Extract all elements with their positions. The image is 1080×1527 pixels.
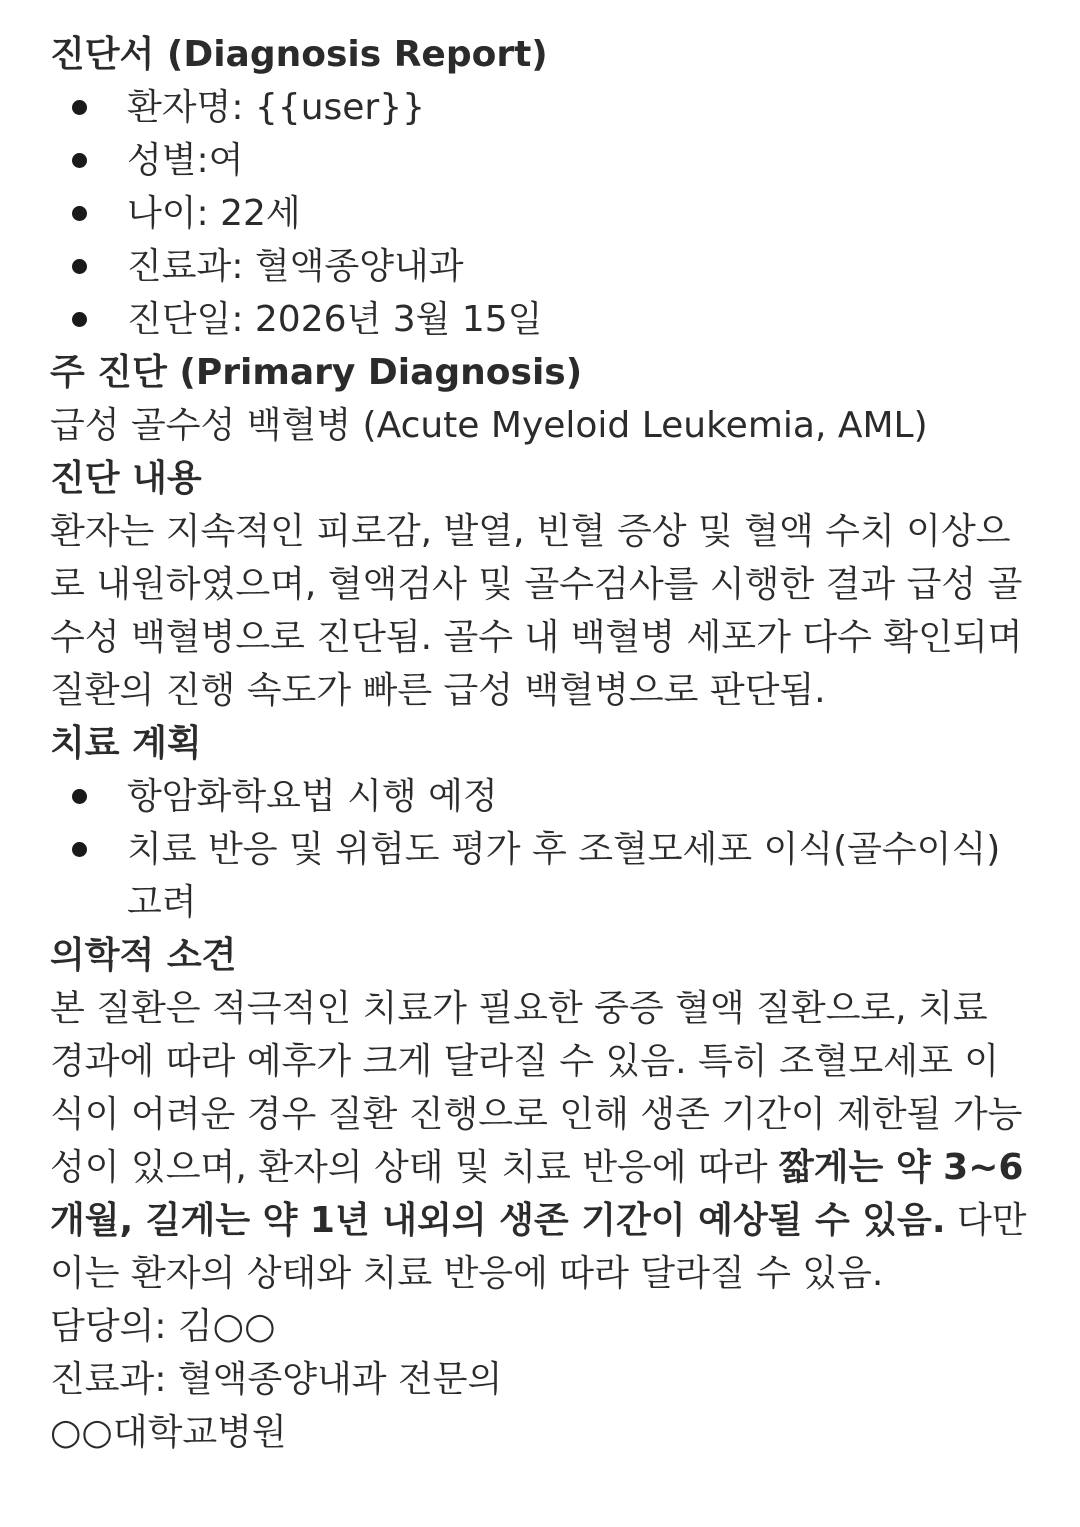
- treatment-plan-heading: 치료 계획: [50, 723, 202, 764]
- treatment-plan-item: [50, 823, 1030, 929]
- patient-department: 진료과: 혈액종양내과: [127, 246, 464, 287]
- bullet-icon: [72, 789, 87, 804]
- bullet-icon: [72, 206, 87, 221]
- patient-name: 환자명: {{user}}: [127, 87, 426, 128]
- bullet-icon: [72, 153, 87, 168]
- doctor-department: 진료과: 혈액종양내과 전문의: [50, 1359, 503, 1400]
- patient-info-item: [50, 81, 1030, 134]
- medical-opinion-text-after: 다만 이는 환자의 상태와 치료 반응에 따라 달라질 수 있음.: [50, 1200, 1027, 1294]
- patient-info-item: [50, 293, 1030, 346]
- patient-age: 나이: 22세: [127, 193, 301, 234]
- hospital-name: ○○대학교병원: [50, 1412, 287, 1453]
- medical-opinion-text-before: 본 질환은 적극적인 치료가 필요한 중증 혈액 질환으로, 치료 경과에 따라 예후가 크게 달라질 수 있음. 특히 조혈모세포 이식이 어려운 경우 질환 진행으로 인해 생존 기간이 제한될 가능성이 있으며, 환자의 상태 및 치료 반응에 따라: [50, 988, 1023, 1188]
- survival-estimate: 짧게는 약 3~6개월, 길게는 약 1년 내외의 생존 기간이 예상될 수 있음.: [50, 1147, 1024, 1241]
- bullet-icon: [72, 312, 87, 327]
- patient-info-item: [50, 187, 1030, 240]
- primary-diagnosis-heading: 주 진단 (Primary Diagnosis): [50, 352, 583, 393]
- bullet-icon: [72, 259, 87, 274]
- treatment-chemotherapy: 항암화학요법 시행 예정: [127, 776, 498, 817]
- treatment-transplant: 치료 반응 및 위험도 평가 후 조혈모세포 이식(골수이식) 고려: [127, 829, 1001, 923]
- patient-sex: 성별:여: [127, 140, 244, 181]
- attending-doctor: 담당의: 김○○: [50, 1306, 276, 1347]
- document-title: 진단서 (Diagnosis Report): [50, 34, 548, 75]
- patient-info-item: [50, 134, 1030, 187]
- patient-info-list: [50, 81, 1030, 346]
- diagnosis-details-heading: 진단 내용: [50, 458, 202, 499]
- bullet-icon: [72, 842, 87, 857]
- medical-opinion-text: [50, 982, 1030, 1300]
- treatment-plan-list: [50, 770, 1030, 929]
- bullet-icon: [72, 100, 87, 115]
- primary-diagnosis-text: 급성 골수성 백혈병 (Acute Myeloid Leukemia, AML): [50, 405, 928, 446]
- diagnosis-date: 진단일: 2026년 3월 15일: [127, 299, 543, 340]
- medical-opinion-heading: 의학적 소견: [50, 935, 237, 976]
- treatment-plan-item: [50, 770, 1030, 823]
- diagnosis-details-text: 환자는 지속적인 피로감, 발열, 빈혈 증상 및 혈액 수치 이상으로 내원하였으며, 혈액검사 및 골수검사를 시행한 결과 급성 골수성 백혈병으로 진단됨. 골수 내 백혈병 세포가 다수 확인되며 질환의 진행 속도가 빠른 급성 백혈병으로 판단됨.: [50, 511, 1023, 711]
- patient-info-item: [50, 240, 1030, 293]
